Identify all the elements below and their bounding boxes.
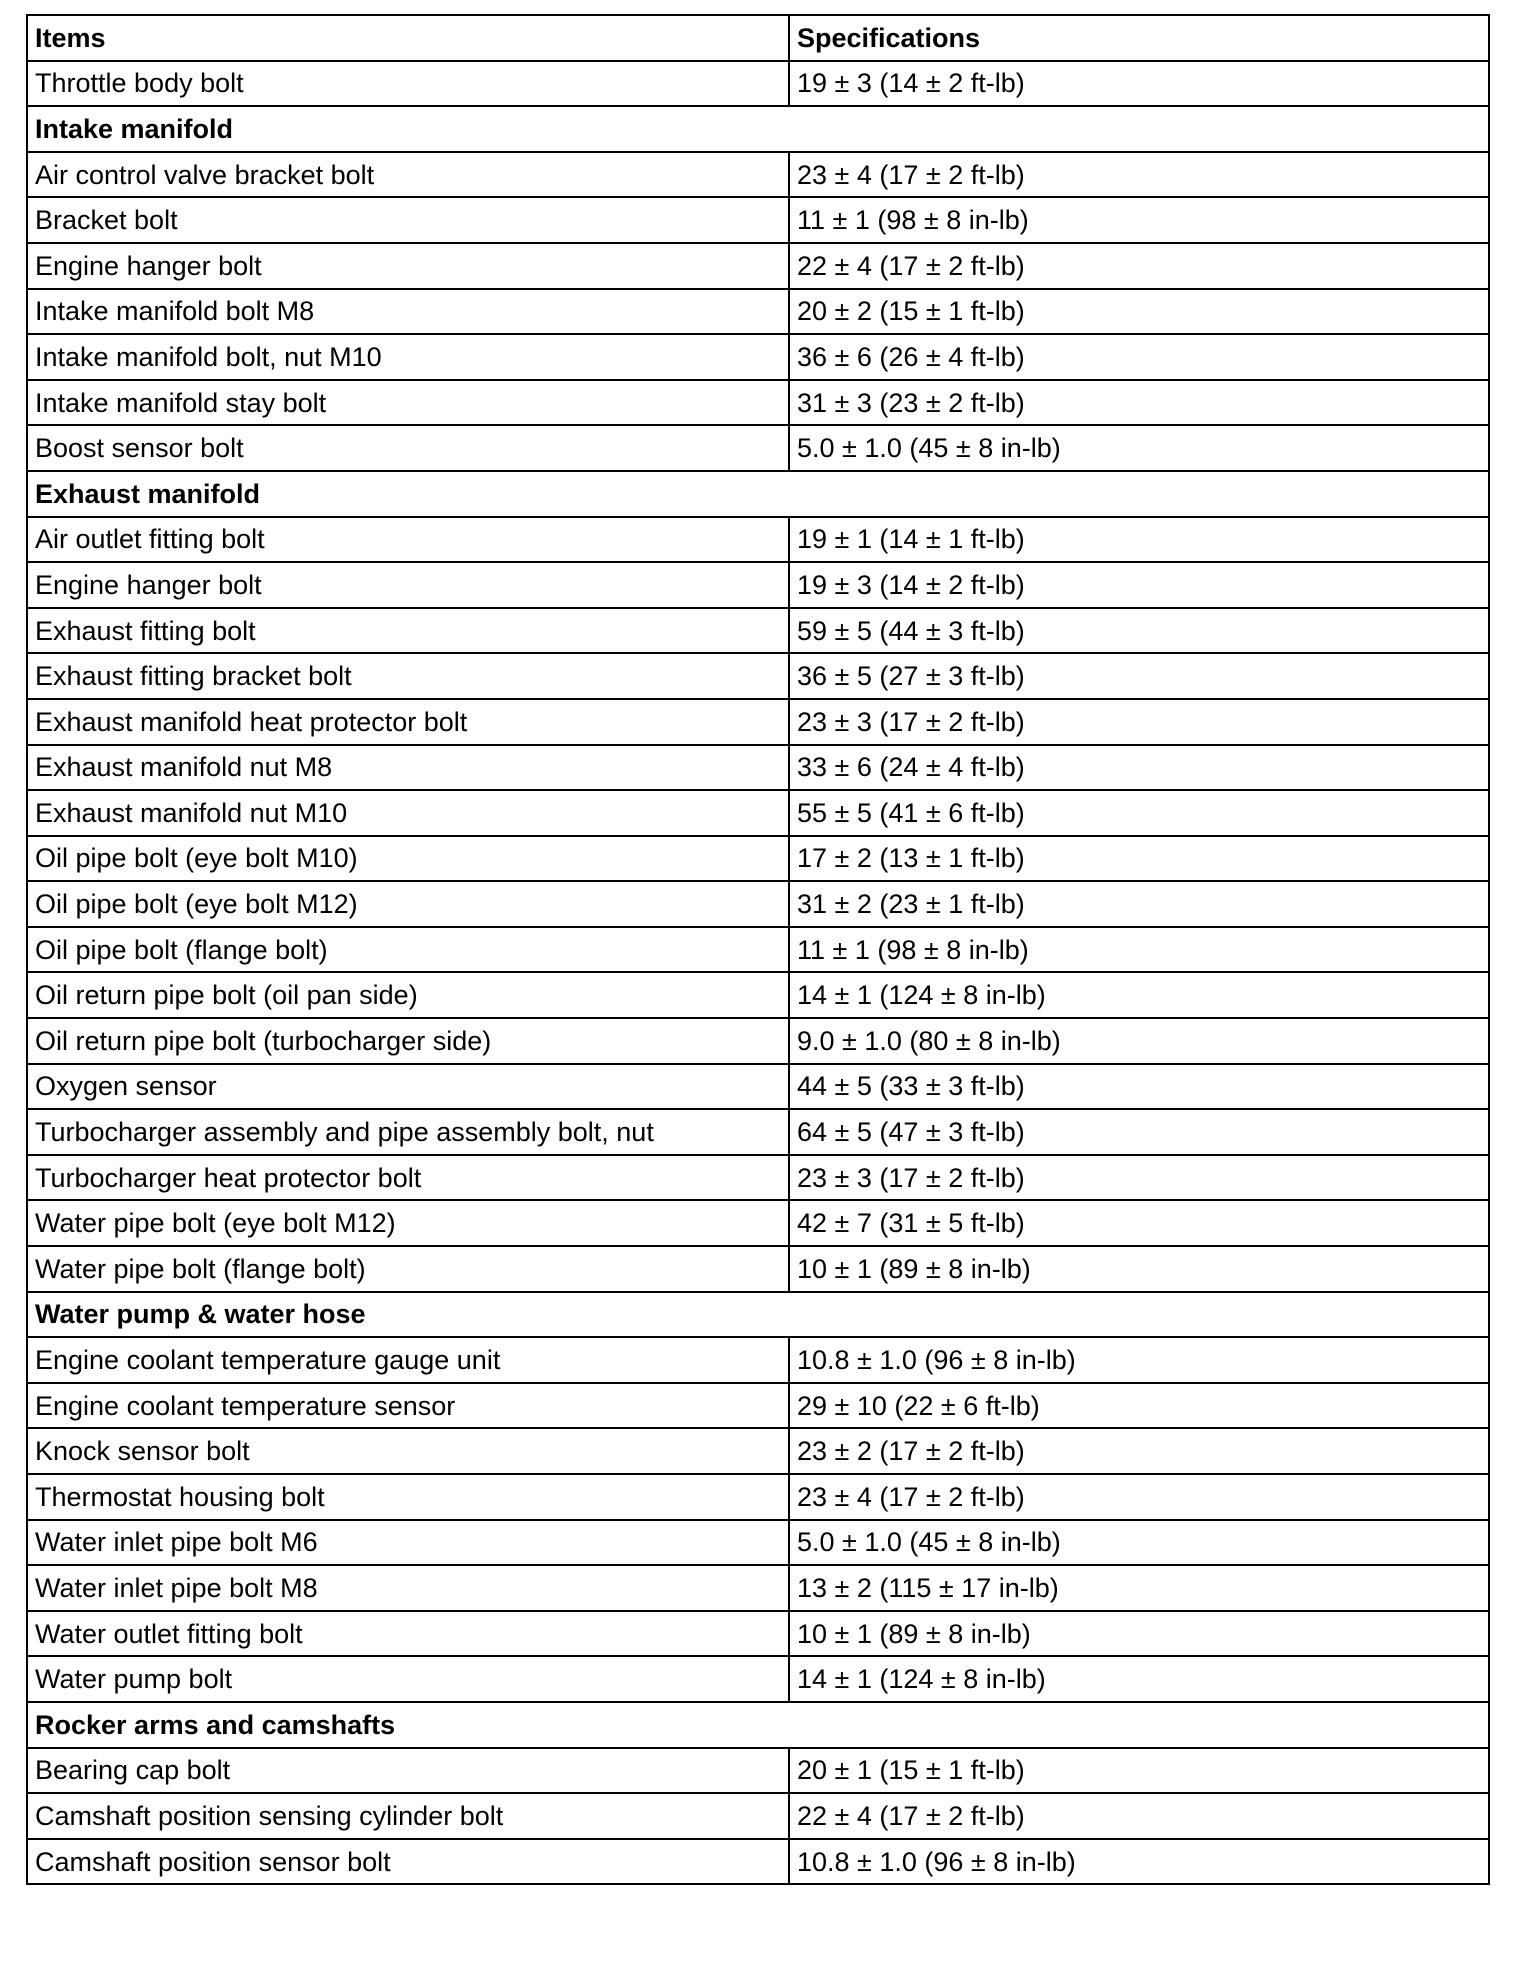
table-row xyxy=(27,61,1489,107)
item-cell: Intake manifold bolt M8 xyxy=(27,289,789,335)
item-cell: Camshaft position sensing cylinder bolt xyxy=(27,1793,789,1839)
item-cell: Exhaust manifold nut M8 xyxy=(27,745,789,791)
section-row xyxy=(27,1292,1489,1338)
specification-cell: 23 ± 3 (17 ± 2 ft-lb) xyxy=(789,1155,1489,1201)
specification-cell: 33 ± 6 (24 ± 4 ft-lb) xyxy=(789,745,1489,791)
item-cell: Turbocharger heat protector bolt xyxy=(27,1155,789,1201)
table-row xyxy=(27,1428,1489,1474)
section-row xyxy=(27,106,1489,152)
specification-cell: 44 ± 5 (33 ± 3 ft-lb) xyxy=(789,1064,1489,1110)
item-cell: Intake manifold bolt, nut M10 xyxy=(27,334,789,380)
item-cell: Knock sensor bolt xyxy=(27,1428,789,1474)
section-row xyxy=(27,1702,1489,1748)
item-cell: Camshaft position sensor bolt xyxy=(27,1839,789,1885)
item-cell: Oil return pipe bolt (oil pan side) xyxy=(27,972,789,1018)
specification-cell: 42 ± 7 (31 ± 5 ft-lb) xyxy=(789,1200,1489,1246)
specification-cell: 55 ± 5 (41 ± 6 ft-lb) xyxy=(789,790,1489,836)
torque-spec-table xyxy=(26,14,1490,1885)
item-cell: Turbocharger assembly and pipe assembly bolt, nut xyxy=(27,1109,789,1155)
table-row xyxy=(27,517,1489,563)
item-cell: Exhaust fitting bracket bolt xyxy=(27,653,789,699)
specification-cell: 14 ± 1 (124 ± 8 in-lb) xyxy=(789,972,1489,1018)
specification-cell: 31 ± 3 (23 ± 2 ft-lb) xyxy=(789,380,1489,426)
table-row xyxy=(27,653,1489,699)
item-cell: Oil return pipe bolt (turbocharger side) xyxy=(27,1018,789,1064)
specification-cell: 9.0 ± 1.0 (80 ± 8 in-lb) xyxy=(789,1018,1489,1064)
table-row xyxy=(27,881,1489,927)
item-cell: Bearing cap bolt xyxy=(27,1748,789,1794)
table-row xyxy=(27,562,1489,608)
specification-cell: 23 ± 2 (17 ± 2 ft-lb) xyxy=(789,1428,1489,1474)
section-row xyxy=(27,471,1489,517)
specification-cell: 36 ± 5 (27 ± 3 ft-lb) xyxy=(789,653,1489,699)
item-cell: Air control valve bracket bolt xyxy=(27,152,789,198)
specification-cell: 10.8 ± 1.0 (96 ± 8 in-lb) xyxy=(789,1839,1489,1885)
table-row xyxy=(27,1064,1489,1110)
table-row xyxy=(27,1200,1489,1246)
specification-cell: 22 ± 4 (17 ± 2 ft-lb) xyxy=(789,243,1489,289)
item-cell: Exhaust fitting bolt xyxy=(27,608,789,654)
table-row xyxy=(27,425,1489,471)
specification-cell: 20 ± 1 (15 ± 1 ft-lb) xyxy=(789,1748,1489,1794)
specification-cell: 17 ± 2 (13 ± 1 ft-lb) xyxy=(789,836,1489,882)
item-cell: Throttle body bolt xyxy=(27,61,789,107)
table-row xyxy=(27,289,1489,335)
table-row xyxy=(27,790,1489,836)
specification-cell: 20 ± 2 (15 ± 1 ft-lb) xyxy=(789,289,1489,335)
column-header-items: Items xyxy=(27,15,789,61)
table-row xyxy=(27,699,1489,745)
table-row xyxy=(27,1839,1489,1885)
specification-cell: 36 ± 6 (26 ± 4 ft-lb) xyxy=(789,334,1489,380)
specification-cell: 31 ± 2 (23 ± 1 ft-lb) xyxy=(789,881,1489,927)
item-cell: Boost sensor bolt xyxy=(27,425,789,471)
specification-cell: 23 ± 4 (17 ± 2 ft-lb) xyxy=(789,1474,1489,1520)
specification-cell: 19 ± 3 (14 ± 2 ft-lb) xyxy=(789,61,1489,107)
section-title: Intake manifold xyxy=(27,106,1489,152)
table-row xyxy=(27,1383,1489,1429)
specification-cell: 10.8 ± 1.0 (96 ± 8 in-lb) xyxy=(789,1337,1489,1383)
table-row xyxy=(27,1656,1489,1702)
column-header-specifications: Specifications xyxy=(789,15,1489,61)
specification-cell: 23 ± 4 (17 ± 2 ft-lb) xyxy=(789,152,1489,198)
specification-cell: 10 ± 1 (89 ± 8 in-lb) xyxy=(789,1611,1489,1657)
specification-cell: 59 ± 5 (44 ± 3 ft-lb) xyxy=(789,608,1489,654)
item-cell: Intake manifold stay bolt xyxy=(27,380,789,426)
item-cell: Water pipe bolt (eye bolt M12) xyxy=(27,1200,789,1246)
item-cell: Engine coolant temperature sensor xyxy=(27,1383,789,1429)
table-row xyxy=(27,1474,1489,1520)
table-row xyxy=(27,1155,1489,1201)
specification-cell: 11 ± 1 (98 ± 8 in-lb) xyxy=(789,197,1489,243)
item-cell: Oil pipe bolt (eye bolt M12) xyxy=(27,881,789,927)
item-cell: Water outlet fitting bolt xyxy=(27,1611,789,1657)
section-title: Rocker arms and camshafts xyxy=(27,1702,1489,1748)
item-cell: Exhaust manifold heat protector bolt xyxy=(27,699,789,745)
table-row xyxy=(27,608,1489,654)
table-row xyxy=(27,1337,1489,1383)
specification-cell: 29 ± 10 (22 ± 6 ft-lb) xyxy=(789,1383,1489,1429)
item-cell: Water pump bolt xyxy=(27,1656,789,1702)
table-row xyxy=(27,1109,1489,1155)
specification-cell: 5.0 ± 1.0 (45 ± 8 in-lb) xyxy=(789,425,1489,471)
item-cell: Bracket bolt xyxy=(27,197,789,243)
table-header-row xyxy=(27,15,1489,61)
item-cell: Engine hanger bolt xyxy=(27,562,789,608)
specification-cell: 14 ± 1 (124 ± 8 in-lb) xyxy=(789,1656,1489,1702)
table-row xyxy=(27,243,1489,289)
table-row xyxy=(27,1018,1489,1064)
item-cell: Oil pipe bolt (eye bolt M10) xyxy=(27,836,789,882)
item-cell: Water inlet pipe bolt M6 xyxy=(27,1520,789,1566)
item-cell: Water inlet pipe bolt M8 xyxy=(27,1565,789,1611)
specification-cell: 22 ± 4 (17 ± 2 ft-lb) xyxy=(789,1793,1489,1839)
table-row xyxy=(27,152,1489,198)
item-cell: Water pipe bolt (flange bolt) xyxy=(27,1246,789,1292)
specification-cell: 19 ± 3 (14 ± 2 ft-lb) xyxy=(789,562,1489,608)
specification-cell: 19 ± 1 (14 ± 1 ft-lb) xyxy=(789,517,1489,563)
specification-cell: 5.0 ± 1.0 (45 ± 8 in-lb) xyxy=(789,1520,1489,1566)
table-row xyxy=(27,1565,1489,1611)
specification-cell: 11 ± 1 (98 ± 8 in-lb) xyxy=(789,927,1489,973)
section-title: Water pump & water hose xyxy=(27,1292,1489,1338)
table-row xyxy=(27,1246,1489,1292)
item-cell: Oxygen sensor xyxy=(27,1064,789,1110)
table-row xyxy=(27,1793,1489,1839)
item-cell: Exhaust manifold nut M10 xyxy=(27,790,789,836)
section-title: Exhaust manifold xyxy=(27,471,1489,517)
item-cell: Engine coolant temperature gauge unit xyxy=(27,1337,789,1383)
item-cell: Thermostat housing bolt xyxy=(27,1474,789,1520)
item-cell: Oil pipe bolt (flange bolt) xyxy=(27,927,789,973)
table-row xyxy=(27,1611,1489,1657)
table-row xyxy=(27,745,1489,791)
table-row xyxy=(27,836,1489,882)
table-row xyxy=(27,197,1489,243)
item-cell: Air outlet fitting bolt xyxy=(27,517,789,563)
item-cell: Engine hanger bolt xyxy=(27,243,789,289)
table-row xyxy=(27,927,1489,973)
specification-cell: 10 ± 1 (89 ± 8 in-lb) xyxy=(789,1246,1489,1292)
table-row xyxy=(27,1748,1489,1794)
specification-cell: 13 ± 2 (115 ± 17 in-lb) xyxy=(789,1565,1489,1611)
table-row xyxy=(27,334,1489,380)
table-row xyxy=(27,380,1489,426)
specification-cell: 23 ± 3 (17 ± 2 ft-lb) xyxy=(789,699,1489,745)
table-row xyxy=(27,972,1489,1018)
table-body xyxy=(27,61,1489,1885)
table-row xyxy=(27,1520,1489,1566)
specification-cell: 64 ± 5 (47 ± 3 ft-lb) xyxy=(789,1109,1489,1155)
